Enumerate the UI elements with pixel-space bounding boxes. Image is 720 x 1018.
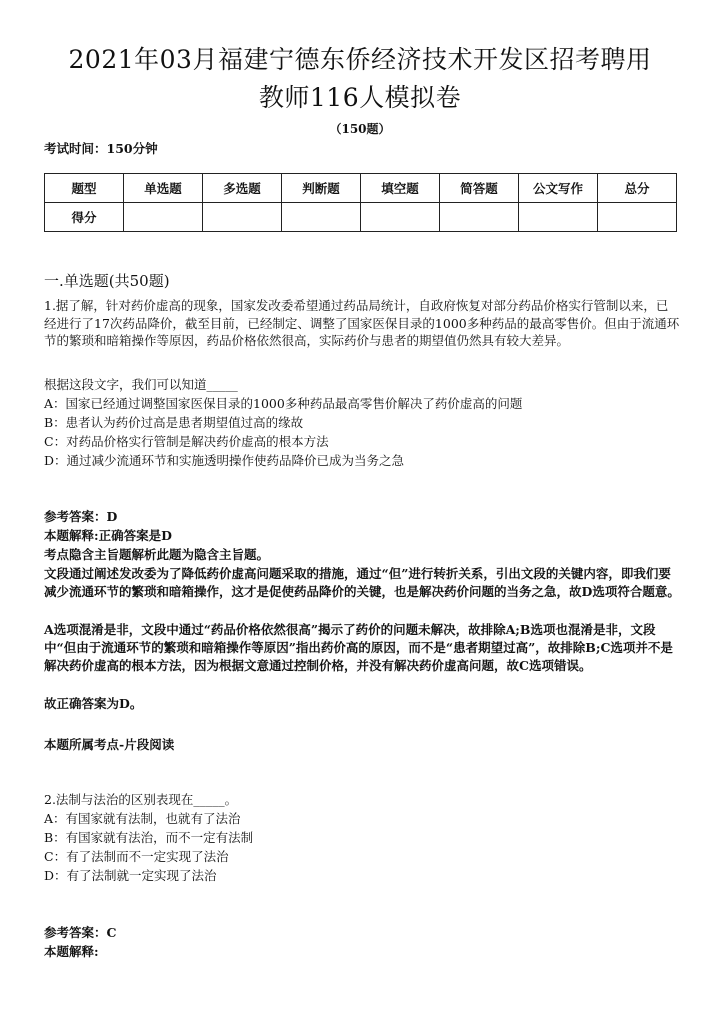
score-cell bbox=[124, 203, 203, 232]
q1-option-a: A：国家已经通过调整国家医保目录的1000多种药品最高零售价解决了药价虚高的问题 bbox=[44, 396, 523, 411]
q2-answer: 参考答案：C bbox=[44, 925, 117, 940]
q1-analysis-label: 本题解释:正确答案是D bbox=[44, 528, 172, 543]
score-table-score-row bbox=[45, 203, 677, 232]
exam-title-line2: 教师116人模拟卷 bbox=[258, 83, 462, 112]
q1-analysis-paragraph: A选项混淆是非，文段中通过“药品价格依然很高”揭示了药价的问题未解决，故排除A;B选项也混淆是非，文段中“但由于流通环节的繁琐和暗箱操作等原因”指出药价高的原因，而不是“患者期望过高”，故排除B;C选项并不是解决药价虚高的根本方法，因为根据文意通过控制价格，并没有解决药价虚高问题，故C选项错误。 bbox=[44, 622, 673, 673]
q1-stem: 1.据了解，针对药价虚高的现象，国家发改委希望通过药品局统计，自政府恢复对部分药品价格实行管制以来，已经进行了17次药品降价，截至目前，已经制定、调整了国家医保目录的1000多种药品的最高零售价。但由于流通环节的繁琐和暗箱操作等原因，药品价格依然很高，实际药价与患者的期望值仍然具有较大差异。 bbox=[44, 298, 680, 348]
score-cell bbox=[440, 203, 519, 232]
q1-analysis-line: 故正确答案为D。 bbox=[44, 696, 143, 711]
q1-option-b: B：患者认为药价过高是患者期望值过高的缘故 bbox=[44, 415, 304, 430]
q2-option-c: C：有了法制而不一定实现了法治 bbox=[44, 849, 229, 864]
score-cell bbox=[282, 203, 361, 232]
exam-title-line1: 2021年03月福建宁德东侨经济技术开发区招考聘用 bbox=[68, 45, 652, 74]
q2-analysis-label: 本题解释: bbox=[44, 944, 99, 959]
q2-option-a: A：有国家就有法制，也就有了法治 bbox=[44, 811, 241, 826]
score-header-cell: 填空题 bbox=[361, 174, 440, 203]
q1-option-d: D：通过减少流通环节和实施透明操作使药品降价已成为当务之急 bbox=[44, 453, 405, 468]
score-header-cell: 判断题 bbox=[282, 174, 361, 203]
score-row-label: 得分 bbox=[45, 203, 124, 232]
q1-answer: 参考答案：D bbox=[44, 509, 118, 524]
score-cell bbox=[519, 203, 598, 232]
score-header-cell: 多选题 bbox=[203, 174, 282, 203]
q2-option-d: D：有了法制就一定实现了法治 bbox=[44, 868, 217, 883]
question-count: （150题） bbox=[329, 122, 391, 136]
q1-analysis-paragraph: 文段通过阐述发改委为了降低药价虚高问题采取的措施，通过“但”进行转折关系，引出文段的关键内容，即我们要减少流通环节的繁琐和暗箱操作，这才是促使药品降价的关键，也是解决药价问题的当务之急，故D选项符合题意。 bbox=[44, 566, 680, 599]
q2-stem: 2.法制与法治的区别表现在_____。 bbox=[44, 792, 238, 807]
q1-analysis-line: 考点隐含主旨题解析此题为隐含主旨题。 bbox=[44, 547, 270, 562]
score-table bbox=[44, 173, 677, 232]
score-table-header-row bbox=[45, 174, 677, 203]
score-header-cell: 总分 bbox=[598, 174, 677, 203]
q1-prompt: 根据这段文字，我们可以知道_____ bbox=[44, 377, 238, 392]
score-header-cell: 公文写作 bbox=[519, 174, 598, 203]
score-cell bbox=[598, 203, 677, 232]
q1-option-c: C：对药品价格实行管制是解决药价虚高的根本方法 bbox=[44, 434, 329, 449]
score-cell bbox=[361, 203, 440, 232]
score-header-cell: 单选题 bbox=[124, 174, 203, 203]
q1-topic: 本题所属考点-片段阅读 bbox=[44, 737, 175, 752]
q2-option-b: B：有国家就有法治，而不一定有法制 bbox=[44, 830, 254, 845]
exam-time: 考试时间：150分钟 bbox=[44, 141, 158, 156]
score-header-cell: 简答题 bbox=[440, 174, 519, 203]
section-title: 一.单选题(共50题) bbox=[44, 272, 170, 290]
score-cell bbox=[203, 203, 282, 232]
score-header-cell: 题型 bbox=[45, 174, 124, 203]
